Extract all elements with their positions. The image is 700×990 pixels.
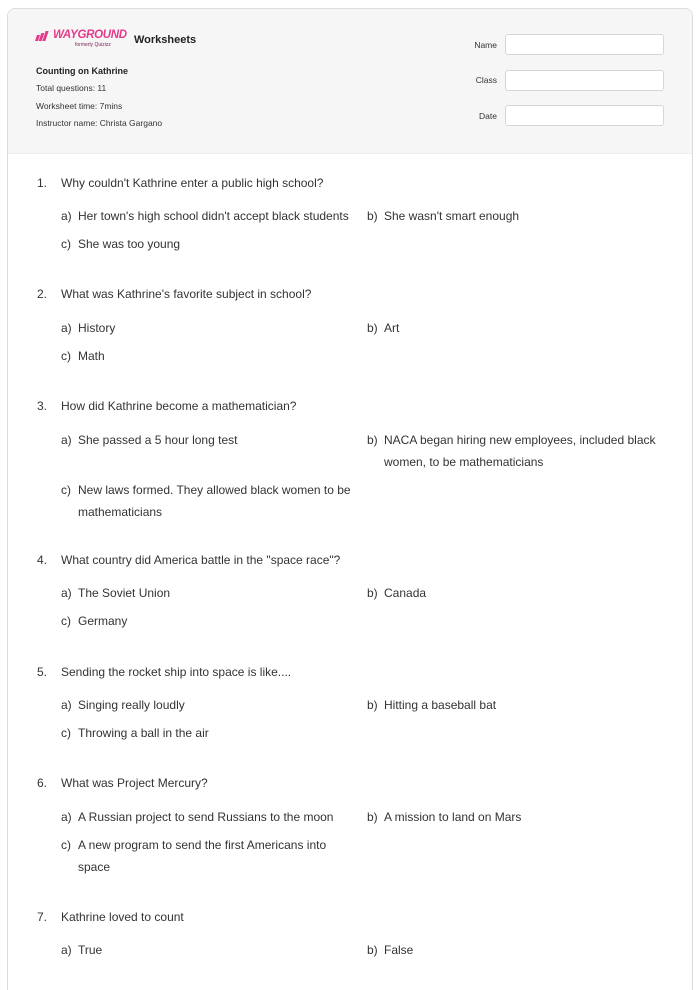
option-c[interactable] [61,479,351,523]
option-a[interactable] [61,205,351,227]
option-b[interactable] [367,429,667,473]
option-text: Art [384,321,400,335]
question-number: 5. [37,665,48,679]
option-letter: c) [61,726,71,740]
question-text: What country did America battle in the "space race"? [61,553,341,567]
option-text: History [78,321,116,335]
option-text: Her town's high school didn't accept black students [78,209,349,223]
option-c[interactable] [61,233,351,255]
option-letter: a) [61,433,72,447]
option-letter: c) [61,483,71,497]
option-b[interactable] [367,694,667,716]
logo-wordmark: WAYGROUND [53,29,127,41]
worksheet-header [8,9,692,154]
logo-subtitle: formerly Quizizz [75,42,111,48]
option-text: Germany [78,614,128,628]
option-text: Throwing a ball in the air [78,726,209,740]
question-number: 6. [37,776,48,790]
date-field-row [464,105,664,126]
question-number: 2. [37,287,48,301]
option-letter: a) [61,943,72,957]
option-letter: b) [367,321,378,335]
student-info-fields [464,34,664,141]
option-letter: a) [61,586,72,600]
option-text: New laws formed. They allowed black women to be mathematicians [78,483,351,519]
option-b[interactable] [367,806,667,828]
option-text: She passed a 5 hour long test [78,433,238,447]
option-text: NACA began hiring new employees, included black women, to be mathematicians [384,433,656,469]
option-text: Hitting a baseball bat [384,698,497,712]
question-number: 1. [37,176,48,190]
question-number: 4. [37,553,48,567]
option-letter: b) [367,209,378,223]
worksheet-page [7,8,693,990]
option-letter: a) [61,698,72,712]
product-title: Worksheets [134,34,197,46]
wayground-logo [36,30,128,52]
option-letter: b) [367,433,378,447]
class-input[interactable] [505,70,664,91]
option-a[interactable] [61,317,351,339]
option-a[interactable] [61,939,351,961]
option-text: She was too young [78,237,181,251]
option-letter: c) [61,237,71,251]
option-letter: a) [61,321,72,335]
class-label: Class [475,75,497,85]
option-c[interactable] [61,722,351,744]
name-label: Name [474,39,497,50]
option-text: The Soviet Union [78,586,171,600]
option-b[interactable] [367,939,667,961]
question-text: What was Kathrine's favorite subject in school? [61,287,312,301]
option-text: A mission to land on Mars [384,810,522,824]
total-questions: Total questions: 11 [36,83,107,93]
question-text: Why couldn't Kathrine enter a public high school? [61,176,324,190]
date-input[interactable] [505,105,664,126]
option-text: False [384,943,414,957]
option-b[interactable] [367,582,667,604]
question-text: Kathrine loved to count [61,910,184,924]
instructor-name: Instructor name: Christa Gargano [36,118,163,128]
option-letter: b) [367,943,378,957]
option-text: Math [78,349,105,363]
option-letter: c) [61,614,71,628]
option-text: True [78,943,103,957]
option-letter: b) [367,586,378,600]
question-number: 7. [37,910,48,924]
option-a[interactable] [61,429,351,451]
option-c[interactable] [61,345,351,367]
worksheet-title: Counting on Kathrine [36,66,128,76]
brand [36,30,196,52]
question-number: 3. [37,399,48,413]
question-text: Sending the rocket ship into space is like.... [61,665,292,679]
option-text: She wasn't smart enough [384,209,520,223]
option-letter: a) [61,209,72,223]
name-input[interactable] [505,34,664,55]
option-a[interactable] [61,806,351,828]
option-letter: c) [61,838,71,852]
option-letter: a) [61,810,72,824]
class-field-row [464,70,664,91]
date-label: Date [479,110,497,121]
option-letter: b) [367,698,378,712]
name-field-row [464,34,664,55]
option-letter: b) [367,810,378,824]
option-text: Canada [384,586,427,600]
option-text: Singing really loudly [78,698,185,712]
option-c[interactable] [61,610,351,632]
option-b[interactable] [367,205,667,227]
option-a[interactable] [61,694,351,716]
option-text: A Russian project to send Russians to the moon [78,810,334,824]
option-b[interactable] [367,317,667,339]
worksheet-meta [36,66,162,136]
option-c[interactable] [61,834,351,878]
question-text: How did Kathrine become a mathematician? [61,399,297,413]
logo-mark-icon [36,31,47,41]
question-text: What was Project Mercury? [61,776,208,790]
worksheet-time: Worksheet time: 7mins [36,100,123,111]
option-letter: c) [61,349,71,363]
option-text: A new program to send the first Americans into space [78,838,327,874]
option-a[interactable] [61,582,351,604]
